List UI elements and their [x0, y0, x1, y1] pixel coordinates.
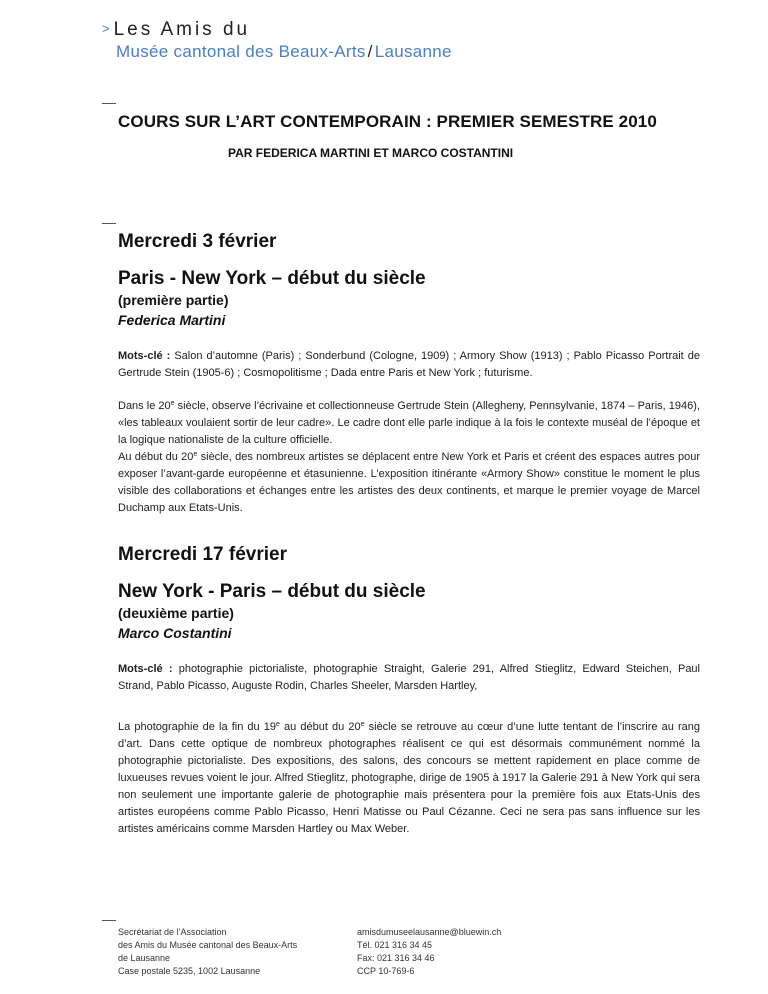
lectures-content: [118, 230, 700, 838]
lecture-part: (première partie): [118, 292, 229, 308]
logo-line-2: [116, 41, 452, 63]
footer-line: Case postale 5235, 1002 Lausanne: [118, 966, 261, 976]
lecture-2: [118, 543, 700, 838]
logo-city: Lausanne: [374, 42, 452, 61]
page-subtitle: PAR FEDERICA MARTINI ET MARCO COSTANTINI: [228, 146, 514, 160]
footer-ccp: CCP 10-769-6: [357, 966, 415, 976]
text-span: siècle se retrouve au cœur d’une lutte tentant de l’inscrire au rang d’art. Dans cette optique de nombreux photographes réalisent ce qui est désormais communément nommé la photographie pictorialiste. Des expositions, des salons, des concours se mettent rapidement en place comme de luxueuses revues voient le jour. Alfred Stieglitz, photographe, dirige de 1905 à 1917 la Galerie 291 à New York qui sera non seulement une importante galerie de photographie mais présentera pour la première fois aux Etats-Unis des artistes européens comme Pablo Picasso, Henri Matisse ou Paul Cézanne. Ceci ne sera pas sans influence sur les artistes américains comme Marsden Hartley ou Max Weber.: [118, 721, 700, 835]
spacer: [118, 517, 700, 543]
keywords-label: Mots-clé :: [118, 663, 173, 675]
lecture-paragraph: [118, 398, 700, 449]
superscript: e: [170, 400, 175, 407]
lecture-author: Marco Costantini: [118, 625, 232, 641]
divider-dash: [102, 920, 116, 921]
lecture-title: Paris - New York – début du siècle: [118, 268, 426, 289]
footer-fax: Fax: 021 316 34 46: [357, 953, 435, 963]
lecture-paragraph: [118, 719, 700, 838]
keywords-label: Mots-clé :: [118, 350, 171, 362]
text-span: siècle, observe l’écrivaine et collectionneuse Gertrude Stein (Allegheny, Pennsylvanie, 1874 – Paris, 1946), «les tableaux voulaient sortir de leur cadre». Le cadre dont elle parle indique à la fois le contexte muséal de l’époque et la logique nationaliste de la culture officielle.: [118, 400, 700, 446]
logo-line-1: [102, 18, 452, 41]
keywords-text: photographie pictorialiste, photographie Straight, Galerie 291, Alfred Stieglitz, Edward Steichen, Paul Strand, Pablo Picasso, Auguste Rodin, Charles Sheeler, Marsden Hartley,: [118, 663, 700, 692]
superscript: e: [276, 721, 280, 728]
text-span: Dans le 20: [118, 400, 171, 412]
superscript: e: [193, 451, 198, 458]
lecture-1: [118, 230, 700, 517]
footer-contact: [357, 926, 577, 978]
footer-line: Secrétariat de l’Association: [118, 927, 227, 937]
keywords-text: Salon d’automne (Paris) ; Sonderbund (Cologne, 1909) ; Armory Show (1913) ; Pablo Picasso Portrait de Gertrude Stein (1905-6) ; Cosmopolitisme ; Dada entre Paris et New York ; futurisme.: [118, 350, 701, 379]
text-span: Au début du 20: [118, 451, 194, 463]
text-span: siècle, des nombreux artistes se déplacent entre New York et Paris et créent des espaces autres pour exposer l’avant-garde européenne et étasunienne. L’exposition itinérante «Armory Show» constitue le moment le plus visible des collaborations et échanges entre les artistes des deux continents, et marque le premier voyage de Marcel Duchamp aux Etats-Unis.: [118, 451, 701, 514]
logo-slash: /: [367, 42, 373, 61]
footer-address: [118, 926, 338, 978]
footer-phone: Tél. 021 316 34 45: [357, 940, 433, 950]
lecture-author: Federica Martini: [118, 312, 226, 328]
page-title: COURS SUR L’ART CONTEMPORAIN : PREMIER SEMESTRE 2010: [118, 112, 657, 131]
divider-dash: [102, 103, 116, 104]
lecture-title: New York - Paris – début du siècle: [118, 581, 426, 602]
footer-email: amisdumuseelausanne@bluewin.ch: [357, 927, 502, 937]
lecture-keywords: [118, 348, 700, 382]
lecture-keywords: [118, 661, 700, 695]
lecture-date: Mercredi 17 février: [118, 544, 287, 565]
spacer: [118, 711, 700, 719]
footer-line: de Lausanne: [118, 953, 171, 963]
logo-museum-name: Musée cantonal des Beaux-Arts: [116, 42, 366, 61]
footer-line: des Amis du Musée cantonal des Beaux-Arts: [118, 940, 298, 950]
lecture-part: (deuxième partie): [118, 605, 234, 621]
text-span: au début du 20: [279, 721, 361, 733]
lecture-paragraph: [118, 449, 700, 517]
logo-text-amis: Les Amis du: [113, 19, 251, 40]
text-span: La photographie de la fin du 19: [118, 721, 277, 733]
divider-dash: [102, 223, 116, 224]
lecture-date: Mercredi 3 février: [118, 231, 277, 252]
superscript: e: [360, 721, 365, 728]
arrow-icon: >: [102, 21, 110, 36]
association-logo: [102, 18, 452, 63]
